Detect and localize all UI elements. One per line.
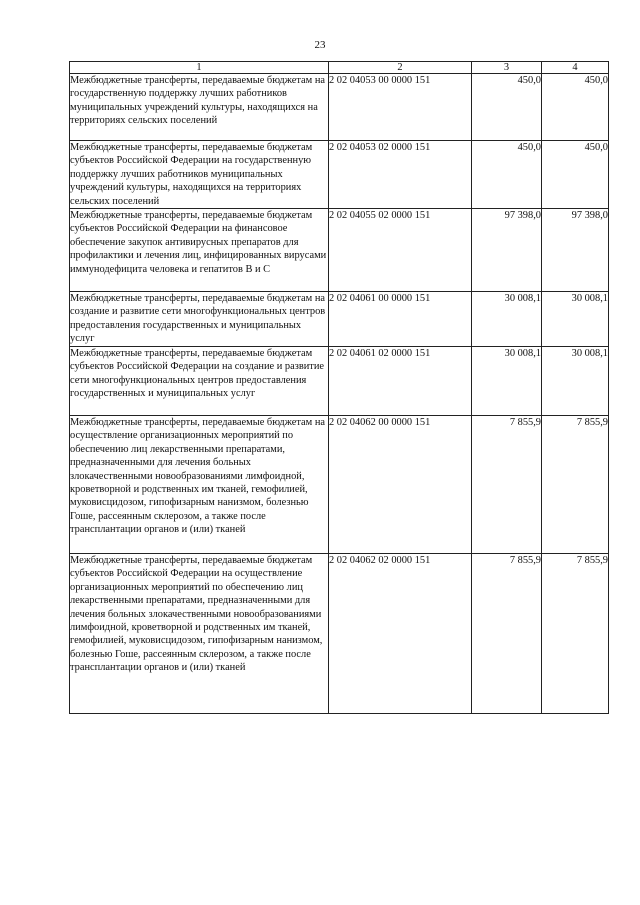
row-value-4: 97 398,0 — [542, 209, 609, 292]
row-description: Межбюджетные трансферты, передаваемые бюджетам на создание и развитие сети многофункциональных центров предоставления государственных и муниципальных услуг — [70, 292, 329, 347]
header-row — [70, 62, 609, 74]
table-row — [70, 141, 609, 209]
row-code: 2 02 04061 02 0000 151 — [329, 347, 472, 416]
column-header-4: 4 — [542, 62, 609, 74]
row-code: 2 02 04062 00 0000 151 — [329, 416, 472, 554]
row-value-3: 30 008,1 — [472, 347, 542, 416]
column-header-2: 2 — [329, 62, 472, 74]
row-code: 2 02 04053 00 0000 151 — [329, 74, 472, 141]
row-value-4: 30 008,1 — [542, 347, 609, 416]
page-number: 23 — [314, 39, 326, 51]
column-header-3: 3 — [472, 62, 542, 74]
row-value-3: 450,0 — [472, 74, 542, 141]
row-value-3: 7 855,9 — [472, 554, 542, 714]
row-code: 2 02 04055 02 0000 151 — [329, 209, 472, 292]
row-description: Межбюджетные трансферты, передаваемые бюджетам на государственную поддержку лучших работников муниципальных учреждений культуры, находящихся на территориях сельских поселений — [70, 74, 329, 141]
table-row — [70, 554, 609, 714]
table-row — [70, 209, 609, 292]
row-code: 2 02 04062 02 0000 151 — [329, 554, 472, 714]
row-value-3: 7 855,9 — [472, 416, 542, 554]
row-value-3: 30 008,1 — [472, 292, 542, 347]
row-value-4: 450,0 — [542, 141, 609, 209]
row-value-3: 97 398,0 — [472, 209, 542, 292]
column-header-1: 1 — [70, 62, 329, 74]
row-description: Межбюджетные трансферты, передаваемые бюджетам на осуществление организационных мероприятий по обеспечению лиц лекарственными препаратами, предназначенными для лечения больных злокачественными новообразованиями лимфоидной, кроветворной и родственных им тканей, гемофилией, муковисцидозом, гипофизарным нанизмом, болезнью Гоше, рассеянным склерозом, а также после трансплантации органов и (или) тканей — [70, 416, 329, 554]
row-value-4: 7 855,9 — [542, 554, 609, 714]
table-row — [70, 416, 609, 554]
row-value-3: 450,0 — [472, 141, 542, 209]
row-code: 2 02 04053 02 0000 151 — [329, 141, 472, 209]
table-row — [70, 292, 609, 347]
row-value-4: 450,0 — [542, 74, 609, 141]
budget-table — [69, 61, 609, 714]
row-description: Межбюджетные трансферты, передаваемые бюджетам субъектов Российской Федерации на государственную поддержку лучших работников муниципальных учреждений культуры, находящихся на территориях сельских поселений — [70, 141, 329, 209]
table-row — [70, 347, 609, 416]
table-row — [70, 74, 609, 141]
row-value-4: 30 008,1 — [542, 292, 609, 347]
row-description: Межбюджетные трансферты, передаваемые бюджетам субъектов Российской Федерации на осуществление организационных мероприятий по обеспечению лиц лекарственными препаратами, предназначенными для лечения больных злокачественными новообразованиями лимфоидной, кроветворной и родственных им тканей, гемофилией, муковисцидозом, гипофизарным нанизмом, болезнью Гоше, рассеянным склерозом, а также после трансплантации органов и (или) тканей — [70, 554, 329, 714]
row-description: Межбюджетные трансферты, передаваемые бюджетам субъектов Российской Федерации на создание и развитие сети многофункциональных центров предоставления государственных и муниципальных услуг — [70, 347, 329, 416]
row-code: 2 02 04061 00 0000 151 — [329, 292, 472, 347]
row-value-4: 7 855,9 — [542, 416, 609, 554]
row-description: Межбюджетные трансферты, передаваемые бюджетам субъектов Российской Федерации на финансовое обеспечение закупок антивирусных препаратов для профилактики и лечения лиц, инфицированных вирусами иммунодефицита человека и гепатитов В и С — [70, 209, 329, 292]
